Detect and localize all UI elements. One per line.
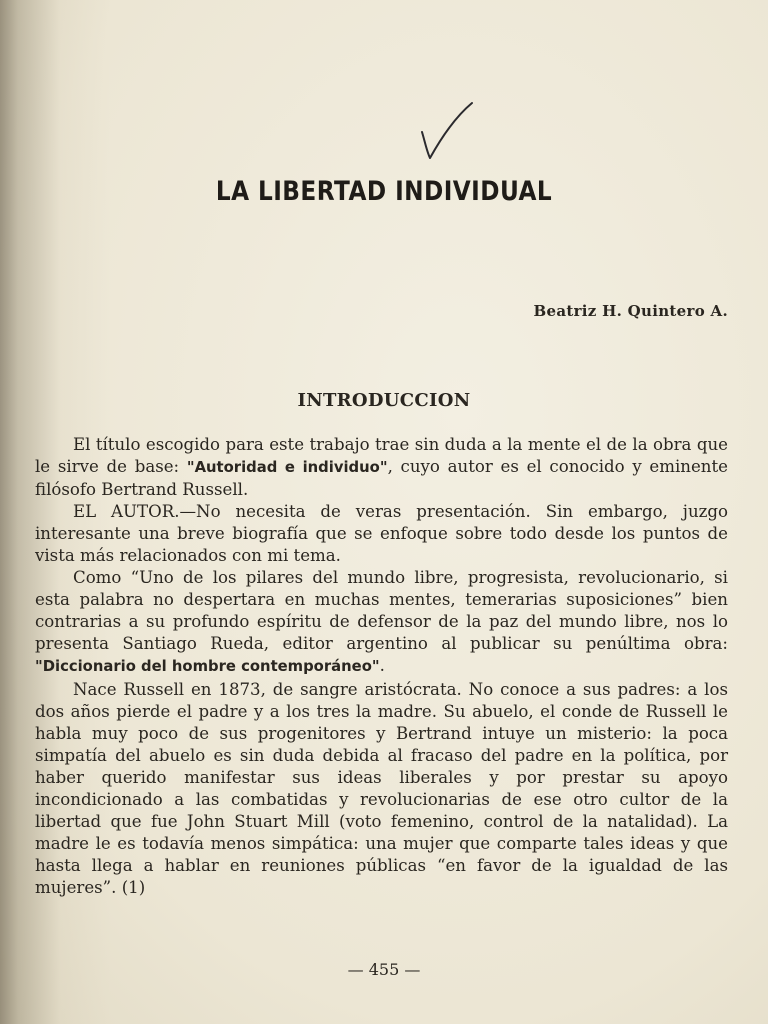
paragraph: El título escogido para este trabajo trae sin duda a la mente el de la obra que le sirve de base: "Autoridad e individuo", cuyo autor es el conocido y eminente filósofo Bertrand Russell. [35, 435, 728, 500]
page-number: — 455 — [347, 960, 421, 979]
paragraph: Nace Russell en 1873, de sangre aristócrata. No conoce a sus padres: a los dos años pierde el padre y a los tres la madre. Su abuelo, el conde de Russell le habla muy poco de sus progenitores y Bertrand intuye un misterio: la poca simpatía del abuelo es sin duda debida al fracaso del padre en la política, por haber querido manifestar sus ideas liberales y por prestar su apoyo incondicionado a las combatidas y revolucionarias de ese otro cultor de la libertad que fue John Stuart Mill (voto femenino, control de la natalidad). La madre le es todavía menos simpática: una mujer que comparte tales ideas y que hasta llega a hablar en reuniones públicas “en favor de la igualdad de las mujeres”. (1) [35, 679, 728, 897]
article-author: Beatriz H. Quintero A. [533, 302, 728, 320]
paragraph: EL AUTOR.—No necesita de veras presentación. Sin embargo, juzgo interesante una breve biografía que se enfoque sobre todo desde los puntos de vista más relacionados con mi tema. [35, 502, 728, 566]
article-body [35, 434, 728, 899]
handwritten-checkmark-icon [418, 100, 478, 162]
article-title: LA LIBERTAD INDIVIDUAL [215, 176, 553, 207]
book-title: "Diccionario del hombre contemporáneo" [35, 658, 380, 676]
book-title: "Autoridad e individuo" [186, 459, 388, 477]
paragraph: Como “Uno de los pilares del mundo libre, progresista, revolucionario, si esta palabra no despertara en muchas mentes, temerarias suposiciones” bien contrarias a su profundo espíritu de defensor de la paz del mundo libre, nos lo presenta Santiago Rueda, editor argentino al publicar su penúltima obra: "Diccionario del hombre contemporáneo". [35, 568, 728, 676]
section-heading: INTRODUCCION [297, 390, 471, 411]
